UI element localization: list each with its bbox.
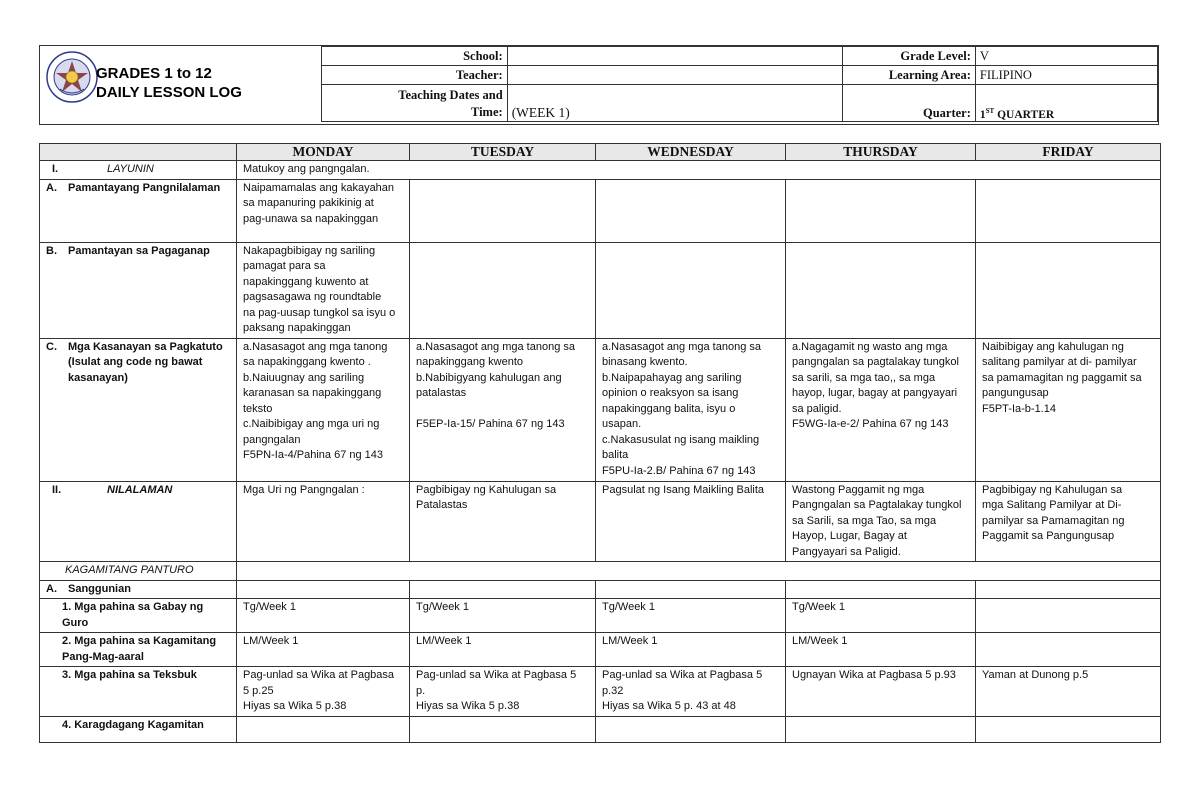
row-label-karagdagang-kagamitan: 4. Karagdagang Kagamitan — [40, 716, 237, 742]
day-header-row — [40, 144, 1161, 161]
row-label-kagamitang-panturo: KAGAMITANG PANTURO — [40, 562, 237, 581]
roman-numeral: II. — [52, 483, 62, 496]
cell-tuesday[interactable]: Tg/Week 1 — [410, 599, 596, 633]
cell-thursday[interactable] — [786, 580, 976, 599]
school-label: School: — [322, 47, 508, 66]
cell-wednesday[interactable] — [596, 242, 786, 338]
day-header-tuesday: TUESDAY — [410, 144, 596, 161]
layunin-value[interactable]: Matukoy ang pangngalan. — [237, 161, 1161, 180]
row-label-kagamitang-pang-mag-aaral: 2. Mga pahina sa Kagamitang Pang-Mag-aaral — [40, 633, 237, 667]
day-header-wednesday: WEDNESDAY — [596, 144, 786, 161]
row-label-teksbuk: 3. Mga pahina sa Teksbuk — [40, 667, 237, 717]
cell-wednesday[interactable] — [596, 179, 786, 242]
table-row-kagamitang-panturo — [40, 562, 1161, 581]
header-box — [39, 45, 1159, 125]
row-label-sanggunian — [40, 580, 237, 599]
cell-wednesday[interactable]: Tg/Week 1 — [596, 599, 786, 633]
cell-thursday[interactable] — [786, 242, 976, 338]
cell-thursday[interactable]: LM/Week 1 — [786, 633, 976, 667]
cell-wednesday[interactable] — [596, 716, 786, 742]
cell-tuesday[interactable] — [410, 580, 596, 599]
table-row-layunin — [40, 161, 1161, 180]
cell-monday[interactable]: Mga Uri ng Pangngalan : — [237, 481, 410, 562]
row-label-text: Pamantayang Pangnilalaman — [68, 181, 221, 194]
day-header-monday: MONDAY — [237, 144, 410, 161]
teaching-dates-label-line1: Teaching Dates and — [398, 88, 503, 102]
quarter-value[interactable] — [975, 85, 1157, 122]
cell-thursday[interactable] — [786, 179, 976, 242]
quarter-text: QUARTER — [994, 109, 1055, 121]
cell-wednesday[interactable] — [596, 580, 786, 599]
row-label-pamantayan-sa-pagaganap — [40, 242, 237, 338]
cell-thursday[interactable] — [786, 716, 976, 742]
lesson-log-table — [39, 143, 1161, 743]
teaching-dates-value[interactable]: (WEEK 1) — [507, 85, 842, 122]
cell-tuesday[interactable]: LM/Week 1 — [410, 633, 596, 667]
cell-friday[interactable] — [976, 599, 1161, 633]
row-label-mga-kasanayan — [40, 338, 237, 481]
table-row-gabay-ng-guro — [40, 599, 1161, 633]
cell-friday[interactable]: Yaman at Dunong p.5 — [976, 667, 1161, 717]
row-letter: A. — [46, 582, 57, 595]
cell-monday[interactable]: Pag-unlad sa Wika at Pagbasa 5 p.25 Hiyas sa Wika 5 p.38 — [237, 667, 410, 717]
cell-friday[interactable] — [976, 242, 1161, 338]
kagamitang-panturo-cell[interactable] — [237, 562, 1161, 581]
cell-monday[interactable]: Tg/Week 1 — [237, 599, 410, 633]
row-label-nilalaman — [40, 481, 237, 562]
teacher-value[interactable] — [507, 66, 842, 85]
row-label-text: NILALAMAN — [107, 483, 173, 496]
school-value[interactable] — [507, 47, 842, 66]
table-row-sanggunian — [40, 580, 1161, 599]
cell-friday[interactable] — [976, 580, 1161, 599]
grade-level-value[interactable]: V — [975, 47, 1157, 66]
cell-tuesday[interactable] — [410, 242, 596, 338]
cell-friday[interactable]: Pagbibigay ng Kahulugan sa mga Salitang Pamilyar at Di- pamilyar sa Pamamagitan ng Paggamit sa Pangungusap — [976, 481, 1161, 562]
row-label-gabay-ng-guro: 1. Mga pahina sa Gabay ng Guro — [40, 599, 237, 633]
cell-thursday[interactable]: a.Nagagamit ng wasto ang mga pangngalan sa pagtalakay tungkol sa sarili, sa mga tao,, sa mga hayop, lugar, bagay at pangyayari sa paligid. F5WG-Ia-e-2/ Pahina 67 ng 143 — [786, 338, 976, 481]
cell-tuesday[interactable]: Pag-unlad sa Wika at Pagbasa 5 p. Hiyas sa Wika 5 p.38 — [410, 667, 596, 717]
row-label-pamantayang-pangnilalaman — [40, 179, 237, 242]
row-label-text: Pamantayan sa Pagaganap — [68, 244, 210, 257]
row-letter: B. — [46, 244, 57, 257]
cell-thursday[interactable]: Ugnayan Wika at Pagbasa 5 p.93 — [786, 667, 976, 717]
cell-monday[interactable] — [237, 716, 410, 742]
cell-wednesday[interactable]: Pagsulat ng Isang Maikling Balita — [596, 481, 786, 562]
table-row-nilalaman — [40, 481, 1161, 562]
table-row-teksbuk — [40, 667, 1161, 717]
cell-friday[interactable] — [976, 716, 1161, 742]
cell-friday[interactable] — [976, 633, 1161, 667]
header-info-table — [321, 46, 1158, 122]
cell-tuesday[interactable] — [410, 179, 596, 242]
day-header-friday: FRIDAY — [976, 144, 1161, 161]
teacher-label: Teacher: — [322, 66, 508, 85]
cell-monday[interactable] — [237, 580, 410, 599]
grade-level-label: Grade Level: — [843, 47, 976, 66]
roman-numeral: I. — [52, 163, 59, 175]
cell-monday[interactable]: Naipamamalas ang kakayahan sa mapanuring pakikinig at pag-unawa sa napakinggan — [237, 179, 410, 242]
learning-area-value[interactable]: FILIPINO — [975, 66, 1157, 85]
row-letter: C. — [46, 340, 57, 353]
day-header-thursday: THURSDAY — [786, 144, 976, 161]
table-row-karagdagang-kagamitan — [40, 716, 1161, 742]
header-title-line1: GRADES 1 to 12 — [96, 65, 212, 82]
cell-wednesday[interactable]: LM/Week 1 — [596, 633, 786, 667]
table-row-pamantayang-pangnilalaman — [40, 179, 1161, 242]
learning-area-label: Learning Area: — [843, 66, 976, 85]
deped-seal-logo — [46, 51, 98, 103]
table-row-kagamitang-pang-mag-aaral — [40, 633, 1161, 667]
cell-tuesday[interactable]: Pagbibigay ng Kahulugan sa Patalastas — [410, 481, 596, 562]
cell-tuesday[interactable] — [410, 716, 596, 742]
cell-monday[interactable]: a.Nasasagot ang mga tanong sa napakinggang kwento . b.Naiuugnay ang sariling karanasan sa napakinggang teksto c.Naibibigay ang mga uri ng pangngalan F5PN-Ia-4/Pahina 67 ng 143 — [237, 338, 410, 481]
cell-friday[interactable] — [976, 179, 1161, 242]
row-label-layunin — [40, 161, 237, 180]
table-row-mga-kasanayan — [40, 338, 1161, 481]
cell-friday[interactable]: Naibibigay ang kahulugan ng salitang pamilyar at di- pamilyar sa pamamagitan ng paggamit sa pangungusap F5PT-Ia-b-1.14 — [976, 338, 1161, 481]
teaching-dates-label-line2: Time: — [470, 105, 503, 119]
cell-monday[interactable]: Nakapagbibigay ng sariling pamagat para sa napakinggang kuwento at pagsasagawa ng roundtable na pag-uusap tungkol sa isyu o paksang napakinggan — [237, 242, 410, 338]
cell-wednesday[interactable]: Pag-unlad sa Wika at Pagbasa 5 p.32 Hiyas sa Wika 5 p. 43 at 48 — [596, 667, 786, 717]
header-title-line2: DAILY LESSON LOG — [96, 84, 242, 101]
row-label-text: Sanggunian — [68, 582, 131, 595]
quarter-label: Quarter: — [843, 85, 976, 122]
cell-thursday[interactable]: Tg/Week 1 — [786, 599, 976, 633]
row-label-text: Mga Kasanayan sa Pagkatuto (Isulat ang code ng bawat kasanayan) — [68, 340, 223, 384]
row-label-text: LAYUNIN — [107, 163, 154, 175]
cell-thursday[interactable]: Wastong Paggamit ng mga Pangngalan sa Pagtalakay tungkol sa Sarili, sa mga Tao, sa mga Hayop, Lugar, Bagay at Pangyayari sa Paligid. — [786, 481, 976, 562]
row-letter: A. — [46, 181, 57, 194]
cell-tuesday[interactable]: a.Nasasagot ang mga tanong sa napakinggang kwento b.Nabibigyang kahulugan ang patalastas F5EP-Ia-15/ Pahina 67 ng 143 — [410, 338, 596, 481]
header-title — [96, 64, 242, 102]
cell-monday[interactable]: LM/Week 1 — [237, 633, 410, 667]
quarter-number: 1 — [979, 109, 986, 121]
table-row-pamantayan-sa-pagaganap — [40, 242, 1161, 338]
quarter-superscript: ST — [985, 107, 995, 116]
cell-wednesday[interactable]: a.Nasasagot ang mga tanong sa binasang kwento. b.Naipapahayag ang sariling opinion o reaksyon sa isang napakinggang balita, isyu o usapan. c.Nakasusulat ng isang maikling balita F5PU-Ia-2.B/ Pahina 67 ng 143 — [596, 338, 786, 481]
corner-cell — [40, 144, 237, 161]
teaching-dates-label — [322, 85, 508, 122]
